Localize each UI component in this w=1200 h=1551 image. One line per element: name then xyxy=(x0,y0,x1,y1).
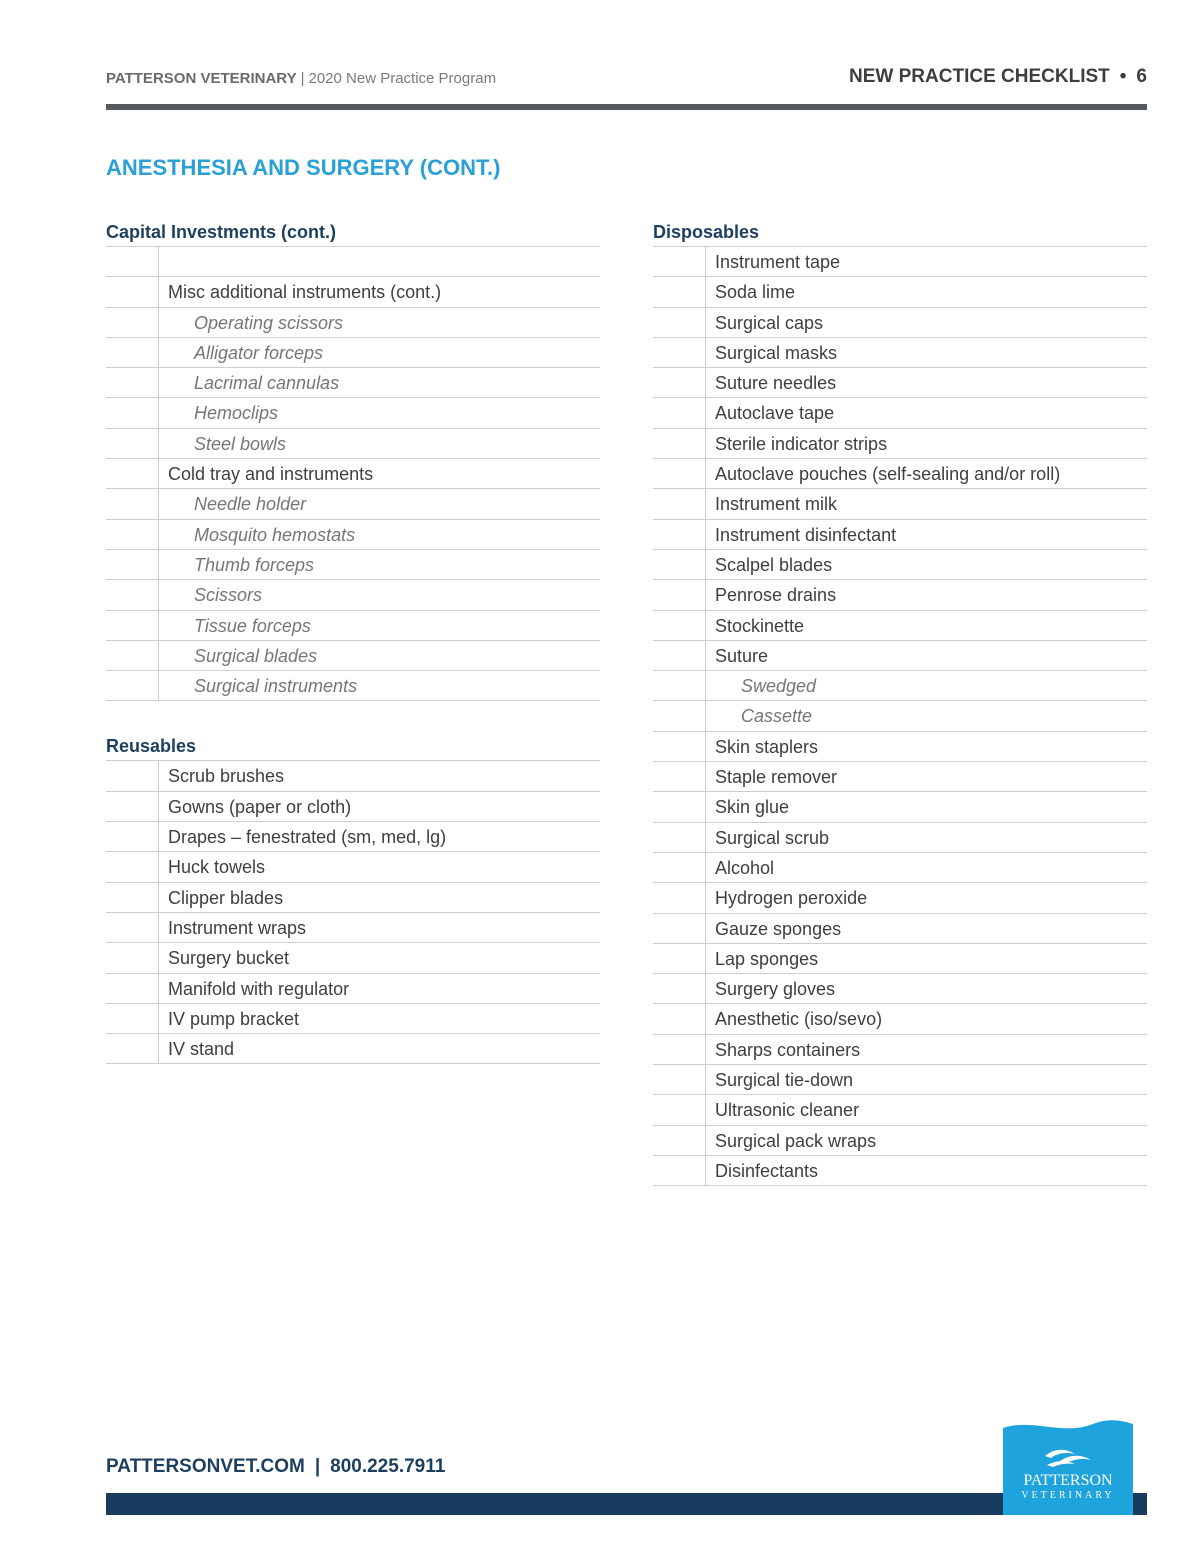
checkbox-cell[interactable] xyxy=(653,308,706,337)
checklist-item-label: Lap sponges xyxy=(715,948,819,969)
checkbox-cell[interactable] xyxy=(653,611,706,640)
reusables-list xyxy=(106,761,600,1064)
checklist-item-label: Skin glue xyxy=(715,797,790,818)
checklist-row xyxy=(653,762,1147,792)
checkbox-cell[interactable] xyxy=(653,429,706,458)
checkbox-cell[interactable] xyxy=(653,671,706,700)
checklist-row xyxy=(106,1034,600,1064)
capital-investments-list xyxy=(106,247,600,701)
checkbox-cell[interactable] xyxy=(106,338,159,367)
checklist-item-label: Mosquito hemostats xyxy=(194,524,356,545)
checkbox-cell[interactable] xyxy=(653,338,706,367)
checklist-item-label: Surgical instruments xyxy=(194,676,358,697)
checklist-row xyxy=(653,489,1147,519)
checklist-row xyxy=(653,520,1147,550)
checklist-row xyxy=(106,520,600,550)
checklist-row xyxy=(106,792,600,822)
checklist-item-label: Cassette xyxy=(741,706,813,727)
checklist-item-label: Suture needles xyxy=(715,373,837,394)
checklist-item-label: Autoclave pouches (self-sealing and/or roll) xyxy=(715,464,1061,485)
checklist-item-label: Scalpel blades xyxy=(715,554,833,575)
checkbox-cell[interactable] xyxy=(106,368,159,397)
checkbox-cell[interactable] xyxy=(106,247,159,276)
logo-name: PATTERSON xyxy=(1023,1472,1113,1489)
checkbox-cell[interactable] xyxy=(653,974,706,1003)
logo-subtitle: VETERINARY xyxy=(1021,1490,1115,1501)
checkbox-cell[interactable] xyxy=(106,459,159,488)
brand-name: PATTERSON VETERINARY xyxy=(106,70,297,87)
checkbox-cell[interactable] xyxy=(653,914,706,943)
checklist-item-label: Huck towels xyxy=(168,857,266,878)
checklist-item-label: Cold tray and instruments xyxy=(168,464,374,485)
checkbox-cell[interactable] xyxy=(653,883,706,912)
checklist-row xyxy=(106,398,600,428)
checklist-row xyxy=(653,641,1147,671)
checklist-item-label: Stockinette xyxy=(715,615,805,636)
checklist-item-label: Alcohol xyxy=(715,857,775,878)
checklist-row xyxy=(653,429,1147,459)
program-name: 2020 New Practice Program xyxy=(308,70,497,87)
checkbox-cell[interactable] xyxy=(106,277,159,306)
checkbox-cell[interactable] xyxy=(653,277,706,306)
checklist-row xyxy=(106,611,600,641)
checkbox-cell[interactable] xyxy=(653,398,706,427)
checklist-item-label: Surgical pack wraps xyxy=(715,1130,877,1151)
checkbox-cell[interactable] xyxy=(106,580,159,609)
checkbox-cell[interactable] xyxy=(106,974,159,1003)
checklist-row xyxy=(653,308,1147,338)
checkbox-cell[interactable] xyxy=(106,1004,159,1033)
checklist-row xyxy=(106,489,600,519)
checklist-row xyxy=(106,671,600,701)
patterson-logo xyxy=(1003,1418,1133,1515)
checklist-row xyxy=(653,1035,1147,1065)
checklist-item-label: Autoclave tape xyxy=(715,403,835,424)
checkbox-cell[interactable] xyxy=(106,822,159,851)
checklist-row xyxy=(653,338,1147,368)
checkbox-cell[interactable] xyxy=(653,823,706,852)
checkbox-cell[interactable] xyxy=(653,550,706,579)
checklist-item-label: Soda lime xyxy=(715,282,796,303)
checklist-item-label: Steel bowls xyxy=(194,433,287,454)
checklist-item-label: Ultrasonic cleaner xyxy=(715,1100,860,1121)
checkbox-cell[interactable] xyxy=(106,913,159,942)
checkbox-cell[interactable] xyxy=(653,459,706,488)
footer-phone: 800.225.7911 xyxy=(330,1456,446,1477)
title-dot: • xyxy=(1119,66,1127,87)
checkbox-cell[interactable] xyxy=(653,1095,706,1124)
checklist-row xyxy=(106,308,600,338)
checklist-item-label: Sterile indicator strips xyxy=(715,433,888,454)
brand-separator: | xyxy=(300,70,305,87)
checkbox-cell[interactable] xyxy=(653,944,706,973)
checkbox-cell[interactable] xyxy=(106,429,159,458)
page-header xyxy=(106,60,1147,96)
checkbox-cell[interactable] xyxy=(653,580,706,609)
checkbox-cell[interactable] xyxy=(653,1004,706,1033)
checklist-row xyxy=(106,338,600,368)
checklist-row xyxy=(106,943,600,973)
checklist-row xyxy=(106,641,600,671)
checklist-item-label: IV pump bracket xyxy=(168,1008,300,1029)
checklist-item-label: Hydrogen peroxide xyxy=(715,888,868,909)
checkbox-cell[interactable] xyxy=(653,247,706,276)
checklist-row xyxy=(653,732,1147,762)
checklist-item-label: Scrub brushes xyxy=(168,766,285,787)
disposables-heading: Disposables xyxy=(653,218,1147,247)
checklist-item-label: Staple remover xyxy=(715,767,838,788)
checklist-item-label xyxy=(159,247,168,276)
checklist-row xyxy=(106,580,600,610)
checkbox-cell[interactable] xyxy=(106,883,159,912)
checkbox-cell[interactable] xyxy=(106,641,159,670)
checklist-item-label: Clipper blades xyxy=(168,887,284,908)
checklist-item-label: Surgery gloves xyxy=(715,979,836,1000)
checklist-row xyxy=(653,701,1147,731)
checklist-item-label: Instrument milk xyxy=(715,494,838,515)
checklist-item-label: Drapes – fenestrated (sm, med, lg) xyxy=(168,827,447,848)
checklist-row xyxy=(653,398,1147,428)
right-column xyxy=(653,218,1147,1186)
checkbox-cell[interactable] xyxy=(653,701,706,730)
checklist-row xyxy=(106,852,600,882)
footer-bar xyxy=(106,1493,1147,1515)
checklist-item-label: Penrose drains xyxy=(715,585,837,606)
checkbox-cell[interactable] xyxy=(653,520,706,549)
checkbox-cell[interactable] xyxy=(106,1034,159,1063)
checklist-item-label: Swedged xyxy=(741,676,817,697)
checkbox-cell[interactable] xyxy=(106,852,159,881)
disposables-list xyxy=(653,247,1147,1186)
checkbox-cell[interactable] xyxy=(106,308,159,337)
section-title: ANESTHESIA AND SURGERY (CONT.) xyxy=(106,155,501,180)
checklist-item-label: Manifold with regulator xyxy=(168,978,350,999)
checklist-item-label: Surgical caps xyxy=(715,312,824,333)
checklist-row xyxy=(106,429,600,459)
checklist-row xyxy=(653,277,1147,307)
checklist-item-label: Needle holder xyxy=(194,494,307,515)
checklist-row xyxy=(653,792,1147,822)
checklist-item-label: Surgical scrub xyxy=(715,827,830,848)
checklist-item-label: Skin staplers xyxy=(715,736,819,757)
checkbox-cell[interactable] xyxy=(653,641,706,670)
checklist-item-label: Operating scissors xyxy=(194,312,344,333)
checklist-item-label: Gowns (paper or cloth) xyxy=(168,796,352,817)
header-rule xyxy=(106,104,1147,110)
checkbox-cell[interactable] xyxy=(653,732,706,761)
checklist-row xyxy=(106,761,600,791)
checkbox-cell[interactable] xyxy=(653,1065,706,1094)
checklist-item-label: Surgical masks xyxy=(715,342,838,363)
checklist-row xyxy=(653,671,1147,701)
checklist-item-label: Anesthetic (iso/sevo) xyxy=(715,1009,883,1030)
footer-separator: | xyxy=(314,1456,321,1477)
checklist-row xyxy=(653,550,1147,580)
checklist-item-label: Hemoclips xyxy=(194,403,279,424)
checkbox-cell[interactable] xyxy=(106,489,159,518)
checklist-row xyxy=(106,822,600,852)
checklist-row xyxy=(653,1095,1147,1125)
checkbox-cell[interactable] xyxy=(653,489,706,518)
checkbox-cell[interactable] xyxy=(106,611,159,640)
checkbox-cell[interactable] xyxy=(653,762,706,791)
checklist-row xyxy=(653,1156,1147,1186)
brand-line xyxy=(106,70,496,87)
checklist-item-label: Disinfectants xyxy=(715,1160,819,1181)
checklist-row xyxy=(106,459,600,489)
checklist-item-label: Instrument disinfectant xyxy=(715,524,897,545)
checklist-row xyxy=(653,853,1147,883)
checklist-row xyxy=(653,368,1147,398)
reusables-heading: Reusables xyxy=(106,732,600,761)
checklist-row xyxy=(106,913,600,943)
checklist-row xyxy=(106,368,600,398)
checklist-item-label: Surgical tie-down xyxy=(715,1070,854,1091)
checklist-item-label: IV stand xyxy=(168,1039,235,1060)
checklist-row xyxy=(106,277,600,307)
footer-contact xyxy=(106,1456,445,1478)
checklist-row xyxy=(653,883,1147,913)
checklist-row xyxy=(653,247,1147,277)
footer-website[interactable]: PATTERSONVET.COM xyxy=(106,1456,305,1477)
checkbox-cell[interactable] xyxy=(106,943,159,972)
checkbox-cell[interactable] xyxy=(653,1035,706,1064)
checklist-row xyxy=(653,944,1147,974)
checkbox-cell[interactable] xyxy=(653,1126,706,1155)
checkbox-cell[interactable] xyxy=(106,520,159,549)
checklist-item-label: Surgical blades xyxy=(194,645,318,666)
checklist-row xyxy=(106,550,600,580)
checklist-row xyxy=(106,883,600,913)
checklist-item-label: Surgery bucket xyxy=(168,948,290,969)
checklist-row xyxy=(106,974,600,1004)
checklist-row xyxy=(653,1065,1147,1095)
checklist-item-label: Sharps containers xyxy=(715,1039,861,1060)
checkbox-cell[interactable] xyxy=(653,368,706,397)
checklist-item-label: Gauze sponges xyxy=(715,918,842,939)
checklist-row xyxy=(106,1004,600,1034)
document-title xyxy=(849,66,1147,88)
checkbox-cell[interactable] xyxy=(653,792,706,821)
checklist-row xyxy=(653,611,1147,641)
checklist-row xyxy=(653,580,1147,610)
checklist-title: NEW PRACTICE CHECKLIST xyxy=(849,66,1110,87)
checklist-item-label: Instrument tape xyxy=(715,252,841,272)
checklist-row xyxy=(653,914,1147,944)
checkbox-cell[interactable] xyxy=(106,761,159,790)
checklist-row xyxy=(653,974,1147,1004)
checkbox-cell[interactable] xyxy=(653,853,706,882)
section-gap xyxy=(106,701,600,732)
checklist-row xyxy=(106,247,600,277)
checklist-item-label: Suture xyxy=(715,645,769,666)
checklist-item-label: Tissue forceps xyxy=(194,615,311,636)
checkbox-cell[interactable] xyxy=(653,1156,706,1185)
left-column xyxy=(106,218,600,1064)
checklist-row xyxy=(653,459,1147,489)
checklist-item-label: Scissors xyxy=(194,585,263,606)
checklist-item-label: Thumb forceps xyxy=(194,554,315,575)
page-number: 6 xyxy=(1136,66,1147,87)
checklist-row xyxy=(653,823,1147,853)
checklist-item-label: Misc additional instruments (cont.) xyxy=(168,282,442,303)
checkbox-cell[interactable] xyxy=(106,792,159,821)
checklist-item-label: Alligator forceps xyxy=(194,342,324,363)
checkbox-cell[interactable] xyxy=(106,398,159,427)
checklist-row xyxy=(653,1126,1147,1156)
capital-investments-heading: Capital Investments (cont.) xyxy=(106,218,600,247)
checklist-item-label: Lacrimal cannulas xyxy=(194,373,340,394)
checkbox-cell[interactable] xyxy=(106,550,159,579)
checklist-item-label: Instrument wraps xyxy=(168,917,307,938)
checklist-row xyxy=(653,1004,1147,1034)
checkbox-cell[interactable] xyxy=(106,671,159,700)
